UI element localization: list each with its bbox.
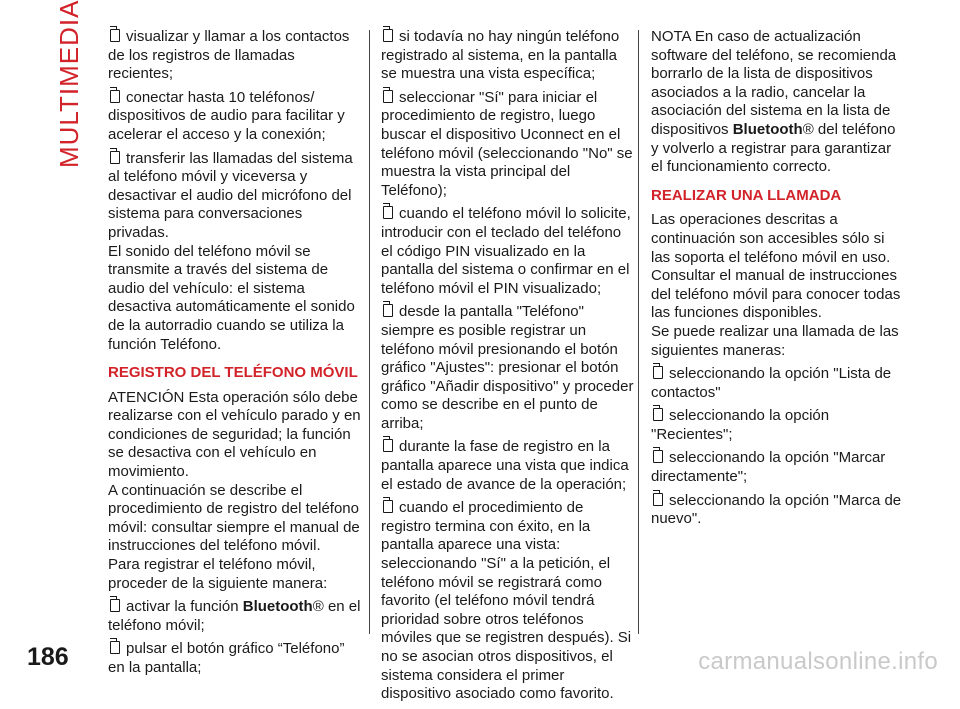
list-item: pulsar el botón gráfico “Teléfono” en la pantalla;: [108, 640, 345, 676]
list-item: activar la función Bluetooth® en el teléfono móvil;: [108, 598, 361, 634]
watermark: carmanualsonline.info: [698, 648, 938, 675]
bullet-icon: [383, 500, 393, 513]
column-right: [651, 28, 905, 534]
bullet-icon: [110, 90, 120, 103]
list-item: desde la pantalla "Teléfono" siempre es posible registrar un teléfono móvil presionando el botón gráfico "Ajustes": presionar el botón gráfico "Añadir dispositivo" y proceder como se describe en el punto de arriba;: [381, 303, 634, 432]
section-heading: REALIZAR UNA LLAMADA: [651, 186, 842, 204]
bullet-icon: [110, 599, 120, 612]
paragraph: ATENCIÓN Esta operación sólo debe realizarse con el vehículo parado y en condiciones de seguridad; la función se desactiva con el vehículo en movimiento.: [108, 388, 361, 481]
bullet-icon: [383, 90, 393, 103]
list-item: transferir las llamadas del sistema al teléfono móvil y viceversa y desactivar el audio del micrófono del sistema para conversaciones privadas.: [108, 149, 353, 241]
bullet-icon: [110, 29, 120, 42]
bullet-icon: [383, 304, 393, 317]
list-item: seleccionando la opción "Marca de nuevo".: [651, 491, 902, 528]
list-item: seleccionar "Sí" para iniciar el procedimiento de registro, luego buscar el dispositivo Uconnect en el teléfono móvil (seleccionando "No" se muestra la vista principal del Teléfono);: [381, 88, 633, 199]
paragraph: El sonido del teléfono móvil se transmite a través del sistema de audio del vehículo: el sistema desactiva automáticamente el sonido de la autorradio cuando se utiliza la función Teléfono.: [108, 242, 355, 353]
column-middle: [381, 28, 635, 709]
page-number: 186: [27, 643, 69, 671]
list-item: seleccionando la opción "Lista de contactos": [651, 365, 892, 401]
list-item: durante la fase de registro en la pantalla aparece una vista que indica el estado de avance de la operación;: [381, 438, 629, 493]
bullet-icon: [653, 450, 663, 463]
list-item: cuando el teléfono móvil lo solicite, introducir con el teclado del teléfono el código PIN visualizado en la pantalla del sistema o confirmar en el teléfono móvil el PIN visualizado;: [381, 205, 631, 297]
bullet-icon: [110, 641, 120, 654]
bullet-icon: [653, 493, 663, 506]
column-divider: [638, 30, 639, 634]
column-left: [108, 28, 362, 683]
bullet-icon: [110, 151, 120, 164]
paragraph: Las operaciones descritas a continuación son accesibles sólo si las soporta el teléfono móvil en uso. Consultar el manual de instrucciones del teléfono móvil para conocer todas las funciones disponibles.: [651, 211, 901, 322]
paragraph: A continuación se describe el procedimiento de registro del teléfono móvil: consultar siempre el manual de instrucciones del teléfono móvil.: [108, 481, 360, 555]
bullet-icon: [383, 29, 393, 42]
note-paragraph: NOTA En caso de actualización software del teléfono, se recomienda borrarlo de la lista de dispositivos asociados a la radio, cancelar la asociación del sistema en la lista de dispositivos Bluetooth® del teléfono y volverlo a registrar para garantizar el funcionamiento correcto.: [651, 28, 897, 176]
bullet-icon: [383, 206, 393, 219]
bullet-icon: [653, 366, 663, 379]
section-tab: MULTIMEDIA: [54, 0, 84, 168]
paragraph: Se puede realizar una llamada de las siguientes maneras:: [651, 322, 899, 359]
list-item: cuando el procedimiento de registro termina con éxito, en la pantalla aparece una vista: seleccionando "Sí" a la petición, el teléfono móvil se registrará como favorito (el teléfono móvil tendrá prioridad sobre otros teléfonos móviles que se registren después). Si no se asocian otros dispositivos, el sistema considera el primer dispositivo asociado como favorito.: [381, 499, 632, 703]
section-heading: REGISTRO DEL TELÉFONO MÓVIL: [108, 364, 358, 382]
list-item: seleccionando la opción "Marcar directamente";: [651, 449, 886, 486]
list-item: seleccionando la opción "Recientes";: [651, 407, 830, 443]
column-divider: [369, 30, 370, 634]
list-item: si todavía no hay ningún teléfono registrado al sistema, en la pantalla se muestra una vista específica;: [381, 28, 620, 83]
list-item: visualizar y llamar a los contactos de los registros de llamadas recientes;: [108, 28, 350, 83]
bullet-icon: [383, 439, 393, 452]
list-item: conectar hasta 10 teléfonos/ dispositivos de audio para facilitar y acelerar el acceso y la conexión;: [108, 88, 345, 143]
bullet-icon: [653, 408, 663, 421]
paragraph: Para registrar el teléfono móvil, proceder de la siguiente manera:: [108, 556, 328, 592]
